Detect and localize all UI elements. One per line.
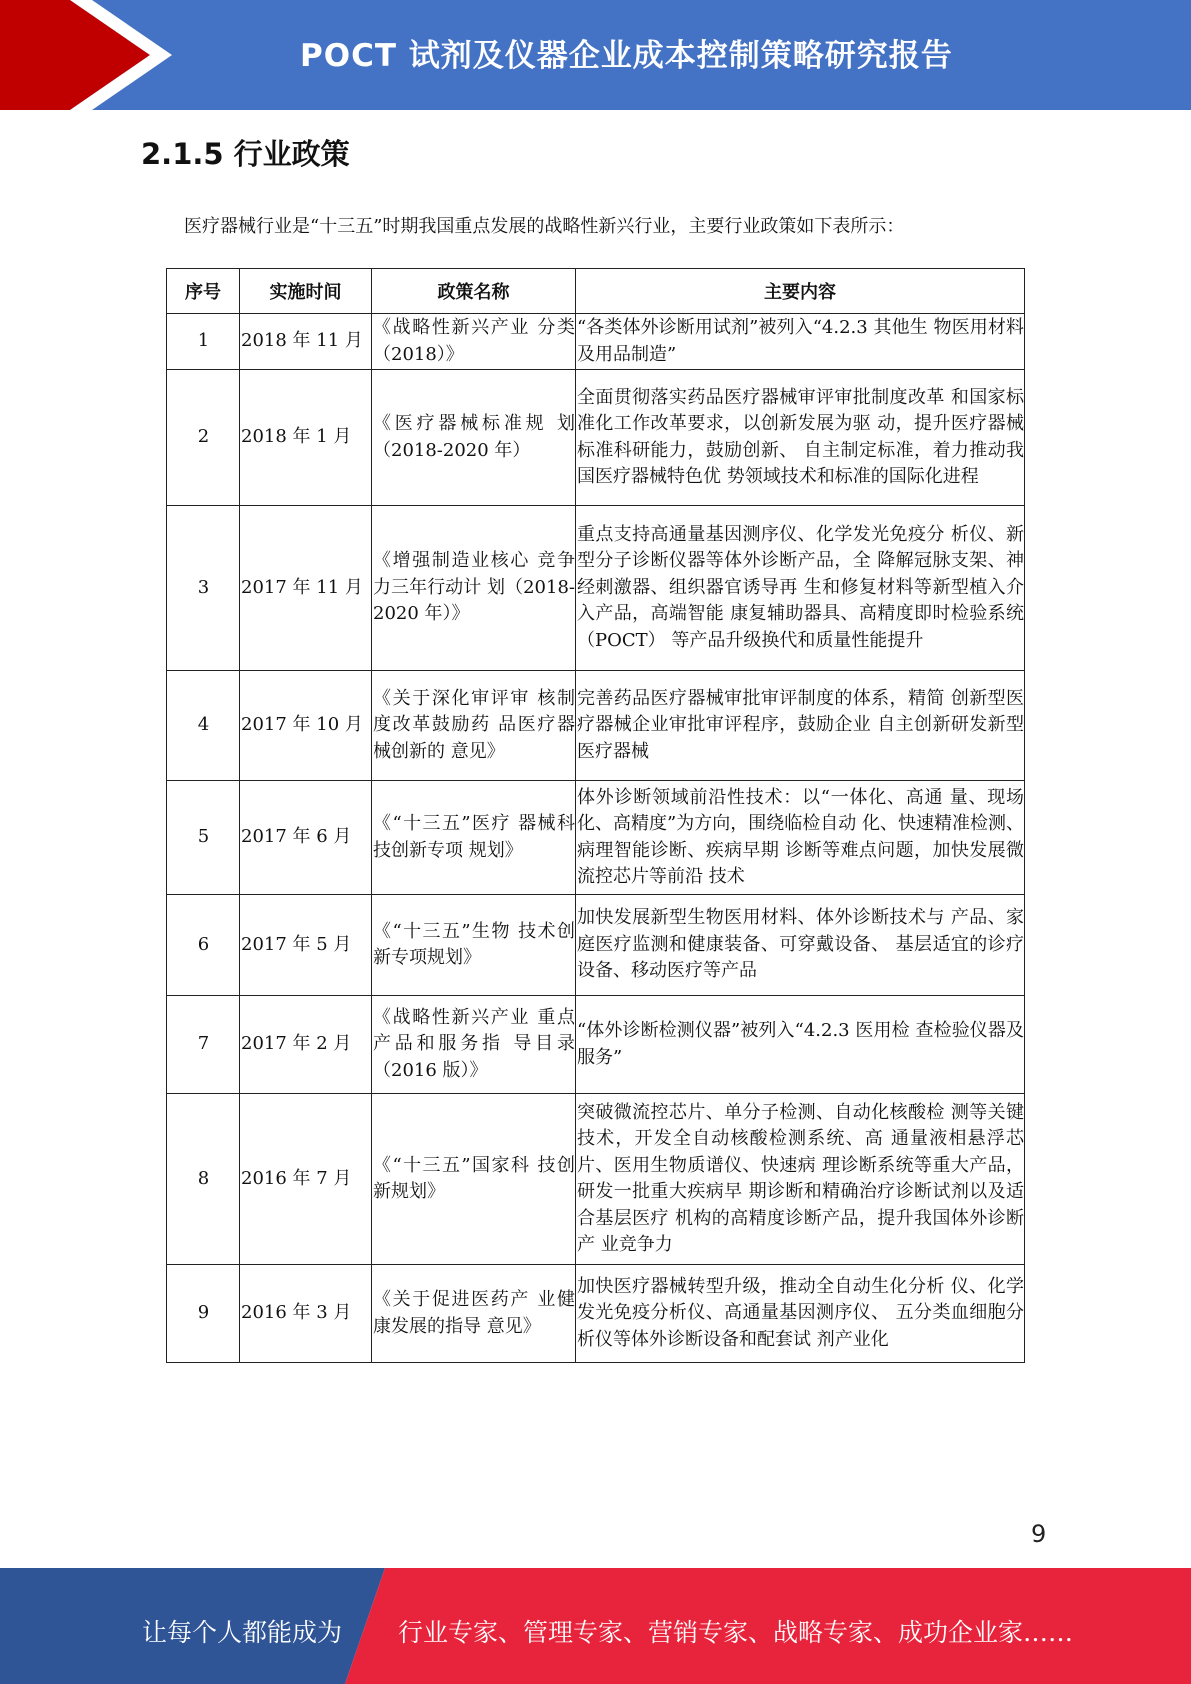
row-content: 重点支持高通量基因测序仪、化学发光免疫分 析仪、新型分子诊断仪器等体外诊断产品，全 降解冠脉支架、神经刺激器、组织器官诱导再 生和修复材料等新型植入介入产品，高端智能 康复辅助器具、高精度即时检验系统（POCT） 等产品升级换代和质量性能提升 xyxy=(576,506,1025,671)
row-content: 加快发展新型生物医用材料、体外诊断技术与 产品、家庭医疗监测和健康装备、可穿戴设备、 基层适宜的诊疗设备、移动医疗等产品 xyxy=(576,895,1025,996)
header-date: 实施时间 xyxy=(240,269,372,314)
footer-slogan-right: 行业专家、管理专家、营销专家、战略专家、成功企业家…… xyxy=(398,1618,1074,1647)
table-row xyxy=(167,895,1025,996)
row-content: 加快医疗器械转型升级，推动全自动生化分析 仪、化学发光免疫分析仪、高通量基因测序仪、 五分类血细胞分析仪等体外诊断设备和配套试 剂产业化 xyxy=(576,1265,1025,1363)
row-no: 7 xyxy=(167,996,240,1094)
row-content: 完善药品医疗器械审批审评制度的体系，精简 创新型医疗器械企业审批审评程序，鼓励企业 自主创新研发新型医疗器械 xyxy=(576,671,1025,781)
row-no: 9 xyxy=(167,1265,240,1363)
row-date: 2016 年 3 月 xyxy=(240,1265,372,1363)
row-no: 4 xyxy=(167,671,240,781)
row-policy-name: 《战略性新兴产业 重点产品和服务指 导目录（2016 版）》 xyxy=(372,996,576,1094)
table-row xyxy=(167,370,1025,506)
row-policy-name: 《“十三五”医疗 器械科技创新专项 规划》 xyxy=(372,781,576,895)
row-policy-name: 《关于深化审评审 核制度改革鼓励药 品医疗器械创新的 意见》 xyxy=(372,671,576,781)
row-date: 2017 年 11 月 xyxy=(240,506,372,671)
intro-paragraph: 医疗器械行业是“十三五”时期我国重点发展的战略性新兴行业，主要行业政策如下表所示： xyxy=(184,216,905,237)
row-date: 2018 年 1 月 xyxy=(240,370,372,506)
table-row xyxy=(167,671,1025,781)
table-row xyxy=(167,996,1025,1094)
row-no: 5 xyxy=(167,781,240,895)
row-policy-name: 《关于促进医药产 业健康发展的指导 意见》 xyxy=(372,1265,576,1363)
footer-slogan-left: 让每个人都能成为 xyxy=(142,1618,343,1647)
row-content: “各类体外诊断用试剂”被列入“4.2.3 其他生 物医用材料及用品制造” xyxy=(576,314,1025,370)
section-heading: 2.1.5 行业政策 xyxy=(141,137,350,171)
table-row xyxy=(167,314,1025,370)
header-policy-name: 政策名称 xyxy=(372,269,576,314)
header-content: 主要内容 xyxy=(576,269,1025,314)
report-title: POCT 试剂及仪器企业成本控制策略研究报告 xyxy=(300,38,953,74)
row-date: 2016 年 7 月 xyxy=(240,1094,372,1265)
row-date: 2017 年 5 月 xyxy=(240,895,372,996)
row-content: “体外诊断检测仪器”被列入“4.2.3 医用检 查检验仪器及服务” xyxy=(576,996,1025,1094)
table-row xyxy=(167,1265,1025,1363)
row-no: 3 xyxy=(167,506,240,671)
page-number: 9 xyxy=(1031,1520,1047,1548)
row-policy-name: 《“十三五”国家科 技创新规划》 xyxy=(372,1094,576,1265)
row-date: 2017 年 6 月 xyxy=(240,781,372,895)
row-policy-name: 《医疗器械标准规 划（2018-2020 年） xyxy=(372,370,576,506)
row-policy-name: 《增强制造业核心 竞争力三年行动计 划（2018-2020 年）》 xyxy=(372,506,576,671)
row-date: 2017 年 10 月 xyxy=(240,671,372,781)
row-no: 1 xyxy=(167,314,240,370)
row-no: 2 xyxy=(167,370,240,506)
row-content: 体外诊断领域前沿性技术：以“一体化、高通 量、现场化、高精度”为方向，围绕临检自动 化、快速精准检测、病理智能诊断、疾病早期 诊断等难点问题，加快发展微流控芯片等前沿 技术 xyxy=(576,781,1025,895)
table-row xyxy=(167,1094,1025,1265)
policy-table xyxy=(166,268,1025,1363)
table-header-row xyxy=(167,269,1025,314)
row-no: 8 xyxy=(167,1094,240,1265)
row-policy-name: 《战略性新兴产业 分类（2018）》 xyxy=(372,314,576,370)
row-no: 6 xyxy=(167,895,240,996)
row-content: 突破微流控芯片、单分子检测、自动化核酸检 测等关键技术，开发全自动核酸检测系统、高 通量液相悬浮芯片、医用生物质谱仪、快速病 理诊断系统等重大产品，研发一批重大疾病早 期诊断和精确治疗诊断试剂以及适合基层医疗 机构的高精度诊断产品，提升我国体外诊断产 业竞争力 xyxy=(576,1094,1025,1265)
header-no: 序号 xyxy=(167,269,240,314)
row-content: 全面贯彻落实药品医疗器械审评审批制度改革 和国家标准化工作改革要求，以创新发展为驱 动，提升医疗器械标准科研能力，鼓励创新、 自主制定标准，着力推动我国医疗器械特色优 势领域技术和标准的国际化进程 xyxy=(576,370,1025,506)
row-date: 2017 年 2 月 xyxy=(240,996,372,1094)
row-policy-name: 《“十三五”生物 技术创新专项规划》 xyxy=(372,895,576,996)
row-date: 2018 年 11 月 xyxy=(240,314,372,370)
table-row xyxy=(167,781,1025,895)
page-header xyxy=(0,0,1191,110)
table-row xyxy=(167,506,1025,671)
